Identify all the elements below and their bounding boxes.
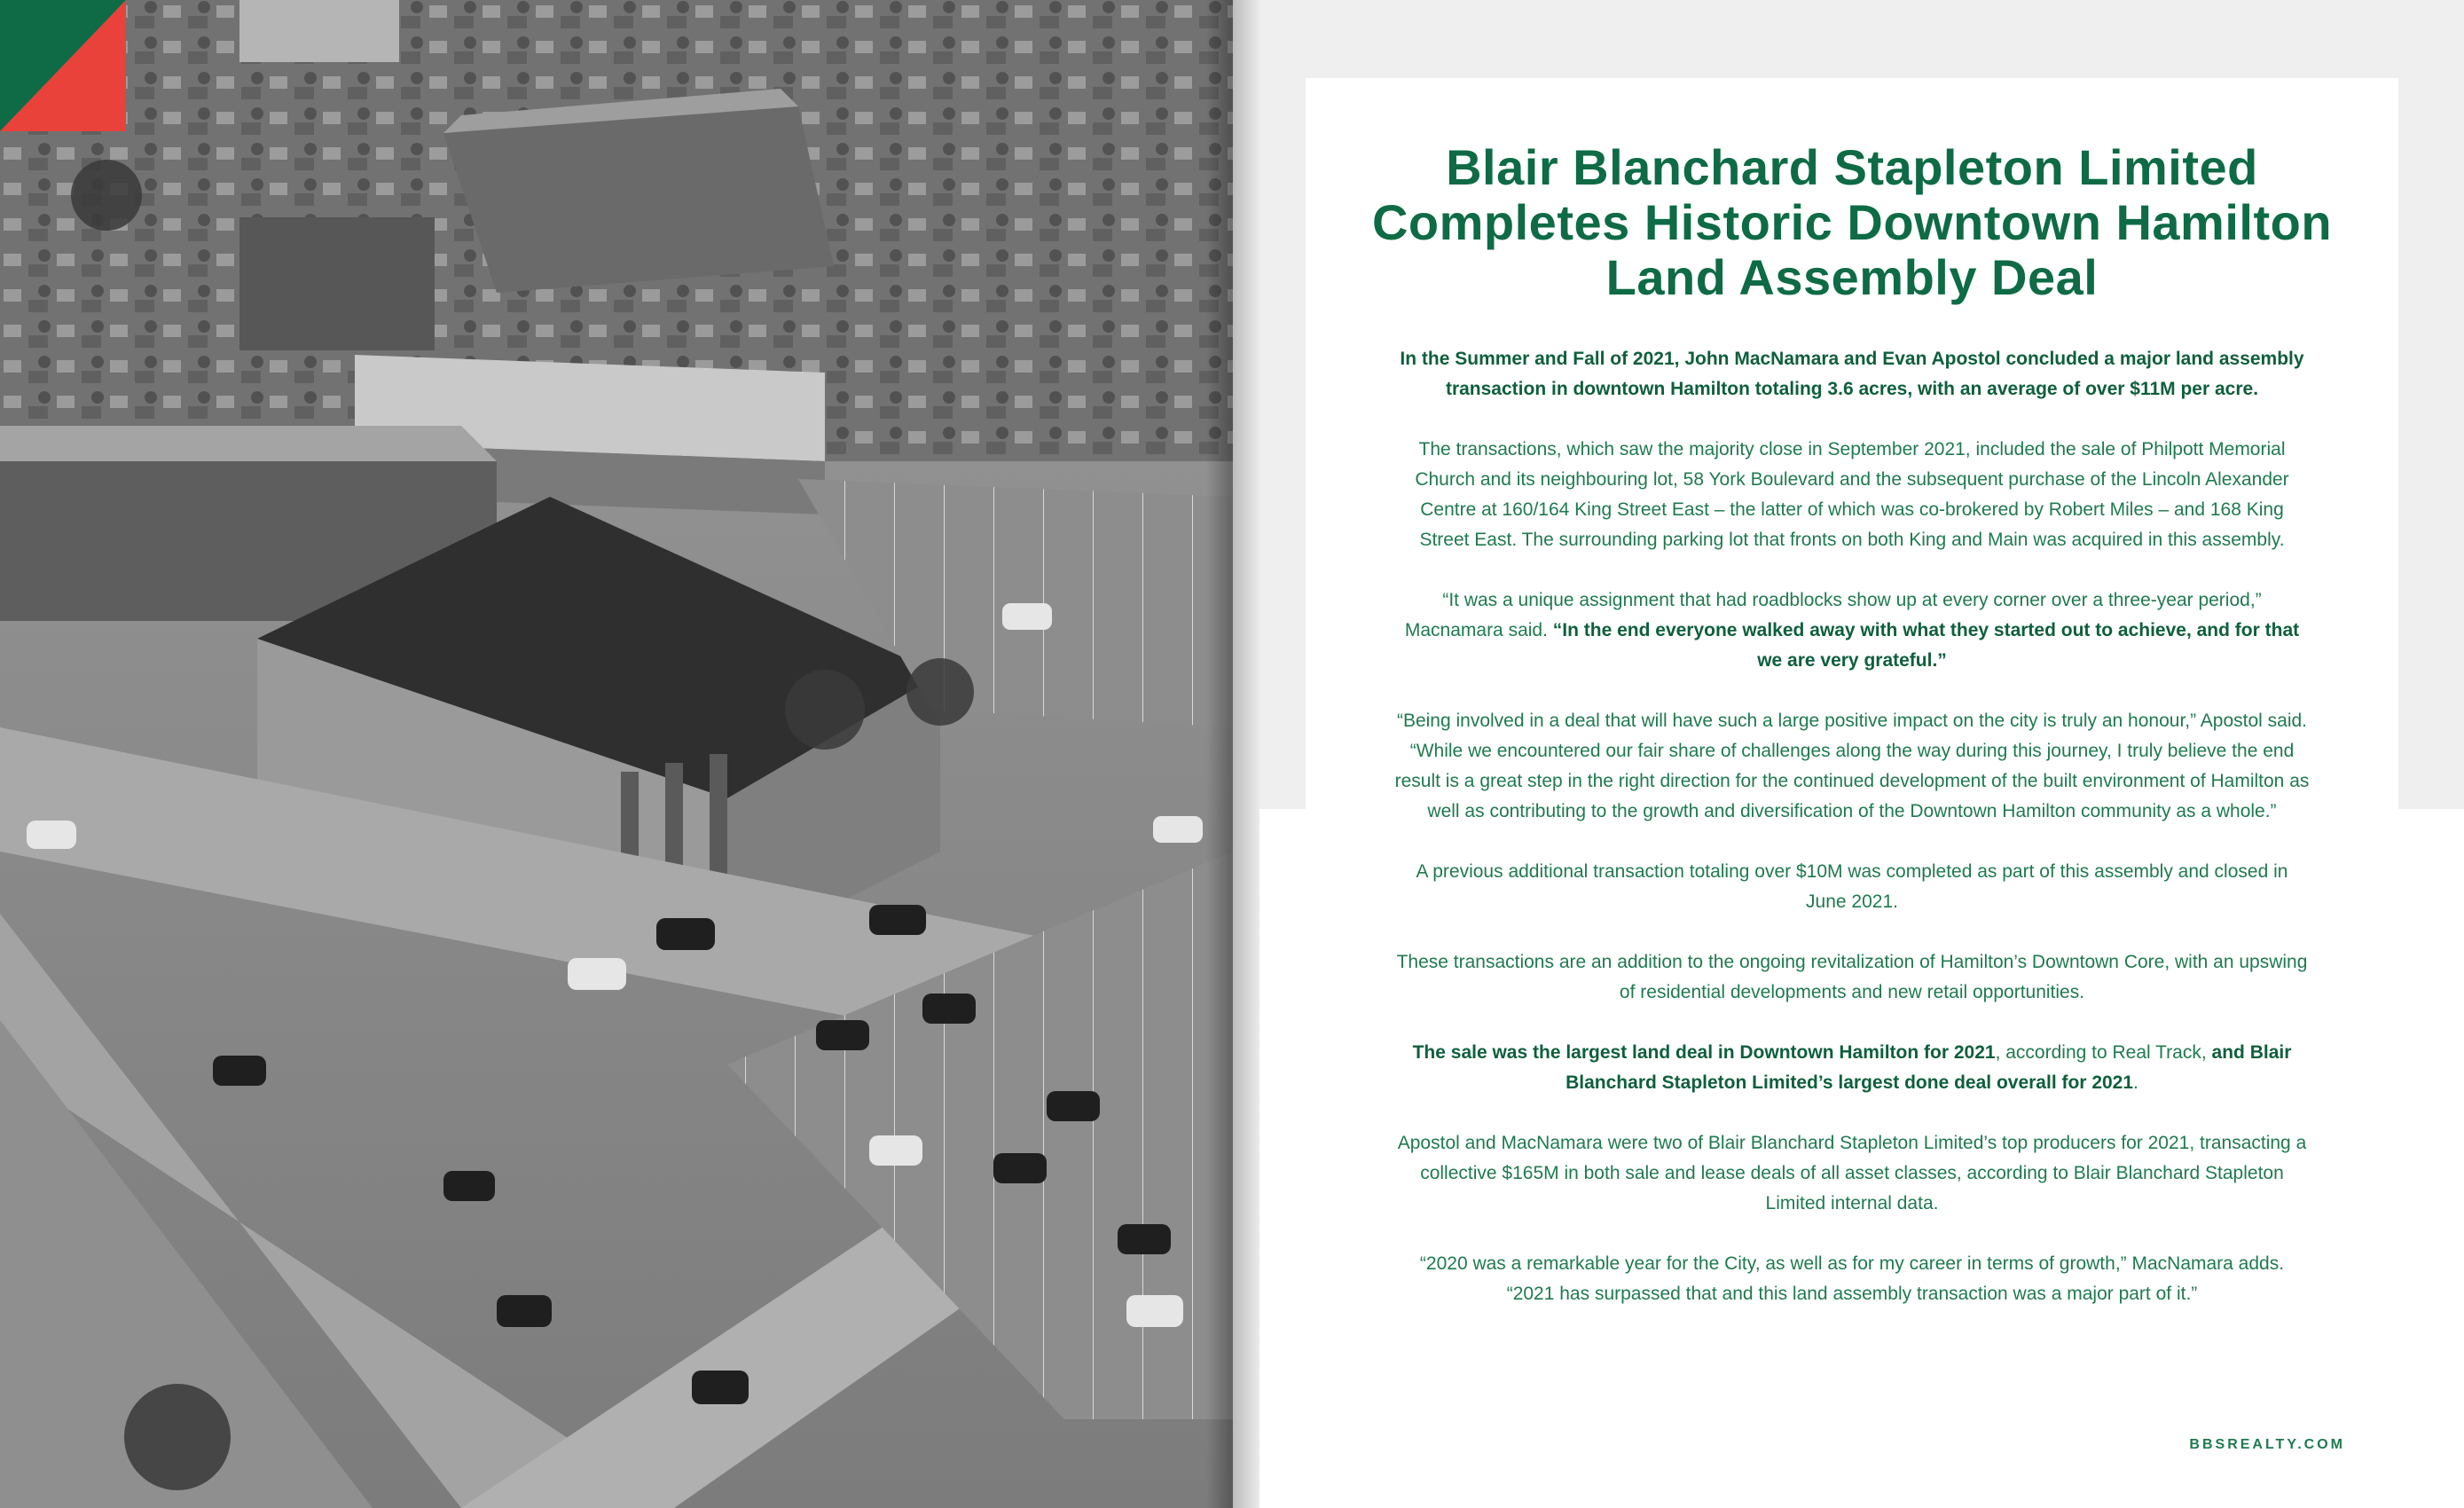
largest-deal-source: , according to Real Track,	[1995, 1042, 2212, 1063]
footer-website-link[interactable]: BBSREALTY.COM	[2189, 1437, 2345, 1452]
article-headline: Blair Blanchard Stapleton Limited Completes Historic Downtown Hamilton Land Assembly Deal	[1371, 139, 2333, 305]
largest-deal-overall-highlight: and Blair Blanchard Stapleton Limited’s largest done deal overall for 2021	[1566, 1042, 2292, 1093]
article-paragraph-revitalization: These transactions are an addition to the ongoing revitalization of Hamilton’s Downtown Core, with an upswing of residential developments and new retail opportunities.	[1396, 952, 2308, 1002]
article-paragraph-closing-quote: “2020 was a remarkable year for the City, as well as for my career in terms of growth,” MacNamara adds. “2021 has surpassed that and this land assembly transaction was a major part of it.”	[1419, 1253, 2285, 1304]
brand-corner-logo-icon	[0, 0, 126, 131]
page-gutter-shadow	[1206, 0, 1259, 1508]
article-body	[1394, 344, 2310, 1339]
article-paragraph-transactions: The transactions, which saw the majority close in September 2021, included the sale of Philpott Memorial Church and its neighbouring lot, 58 York Boulevard and the subsequent purchase of the Lincoln Alexander Centre at 160/164 King Street East – the latter of which was co-brokered by Robert Miles – and 168 King Street East. The surrounding parking lot that fronts on both King and Main was acquired in this assembly.	[1415, 439, 2289, 550]
article-paragraph-top-producers: Apostol and MacNamara were two of Blair Blanchard Stapleton Limited’s top producers for 2021, transacting a collective $165M in both sale and lease deals of all asset classes, according to Blair Blanchard Stapleton Limited internal data.	[1397, 1133, 2307, 1213]
article-paragraph-largest-deal	[1394, 1038, 2310, 1098]
article-lead: In the Summer and Fall of 2021, John MacNamara and Evan Apostol concluded a major land assembly transaction in downtown Hamilton totaling 3.6 acres, with an average of over $11M per acre.	[1400, 349, 2304, 399]
quote-intro: “It was a unique assignment that had roadblocks show up at every corner over a three-year period,” Macnamara said.	[1404, 590, 2262, 640]
largest-deal-period: .	[2133, 1072, 2138, 1093]
article-paragraph-quote-macnamara	[1394, 585, 2310, 676]
largest-deal-highlight: The sale was the largest land deal in Downtown Hamilton for 2021	[1412, 1042, 1996, 1063]
article-panel	[1306, 78, 2398, 1508]
article-paragraph-quote-apostol: “Being involved in a deal that will have such a large positive impact on the city is truly an honour,” Apostol said. “While we encountered our fair share of challenges along the way during this journey, I truly believe the end result is a great step in the right direction for the continued development of the built environment of Hamilton as well as contributing to the growth and diversification of the Downtown Hamilton community as a whole.”	[1394, 711, 2310, 821]
article-paragraph-previous-transaction: A previous additional transaction totaling over $10M was completed as part of this assembly and closed in June 2021.	[1416, 861, 2288, 912]
quote-highlight: “In the end everyone walked away with what they started out to achieve, and for that we are very grateful.”	[1552, 620, 2300, 671]
